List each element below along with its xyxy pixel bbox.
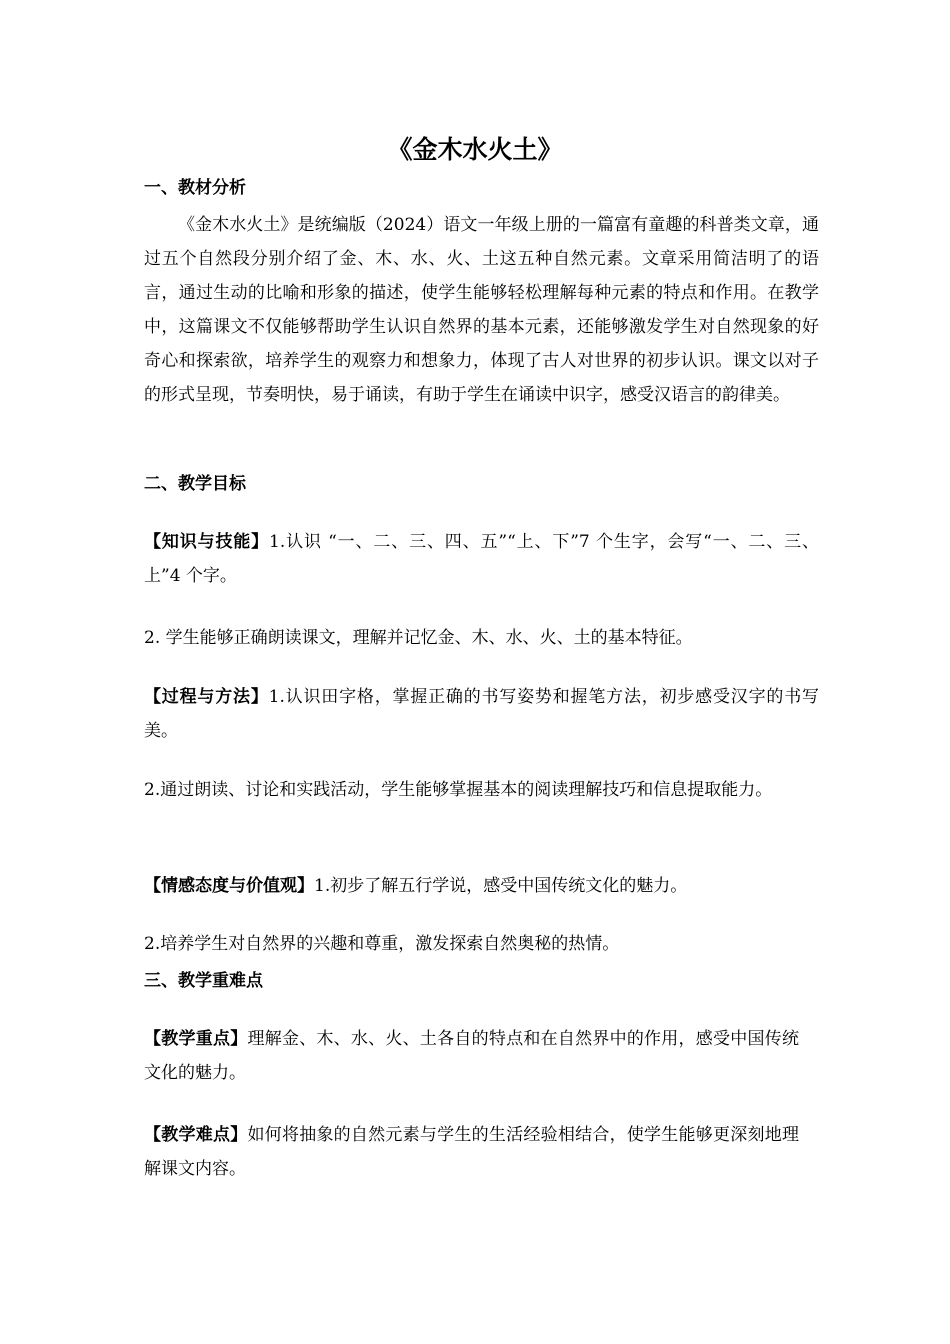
difficult-point-text: 如何将抽象的自然元素与学生的生活经验相结合，使学生能够更深刻地理解课文内容。 — [144, 1125, 800, 1179]
section-heading-key-points: 三、教学重难点 — [144, 971, 263, 991]
document-title: 《金木水火土》 — [387, 135, 563, 164]
key-point-text: 理解金、木、水、火、土各自的特点和在自然界中的作用，感受中国传统文化的魅力。 — [144, 1029, 800, 1083]
goal-item-attitude-2 — [144, 927, 819, 961]
section-heading-textbook-analysis: 一、教材分析 — [144, 178, 246, 198]
goal-tag-attitude: 【情感态度与价值观】 — [144, 876, 314, 896]
key-point-item — [144, 1022, 799, 1090]
goal-tag-knowledge: 【知识与技能】 — [144, 532, 270, 552]
goal-text: 1.初步了解五行学说，感受中国传统文化的魅力。 — [314, 876, 688, 896]
difficult-point-item — [144, 1118, 799, 1186]
difficult-point-tag: 【教学难点】 — [144, 1125, 248, 1145]
goal-item-process-1 — [144, 680, 819, 748]
goal-text: 2.通过朗读、讨论和实践活动，学生能够掌握基本的阅读理解技巧和信息提取能力。 — [144, 780, 773, 800]
goal-text: 2.培养学生对自然界的兴趣和尊重，激发探索自然奥秘的热情。 — [144, 934, 620, 954]
goal-tag-process: 【过程与方法】 — [144, 687, 269, 707]
goal-item-knowledge-1 — [144, 525, 819, 593]
goal-text: 1.认识 “一、二、三、四、五”“上、下”7 个生字，会写“一、二、三、上”4 个字。 — [144, 532, 820, 586]
goal-text: 2. 学生能够正确朗读课文，理解并记忆金、木、水、火、土的基本特征。 — [144, 628, 693, 648]
goal-item-knowledge-2 — [144, 621, 819, 655]
textbook-analysis-paragraph: 《金木水火土》是统编版（2024）语文一年级上册的一篇富有童趣的科普类文章，通过五个自然段分别介绍了金、木、水、火、土这五种自然元素。文章采用简洁明了的语言，通过生动的比喻和形象的描述，使学生能够轻松理解每种元素的特点和作用。在教学中，这篇课文不仅能够帮助学生认识自然界的基本元素，还能够激发学生对自然现象的好奇心和探索欲，培养学生的观察力和想象力，体现了古人对世界的初步认识。课文以对子的形式呈现，节奏明快，易于诵读，有助于学生在诵读中识字，感受汉语言的韵律美。 — [144, 215, 819, 405]
goal-item-process-2 — [144, 773, 819, 807]
section-heading-teaching-goals: 二、教学目标 — [144, 474, 246, 494]
key-point-tag: 【教学重点】 — [144, 1029, 248, 1049]
goal-item-attitude-1 — [144, 869, 819, 903]
goal-text: 1.认识田字格，掌握正确的书写姿势和握笔方法，初步感受汉字的书写美。 — [144, 687, 820, 741]
